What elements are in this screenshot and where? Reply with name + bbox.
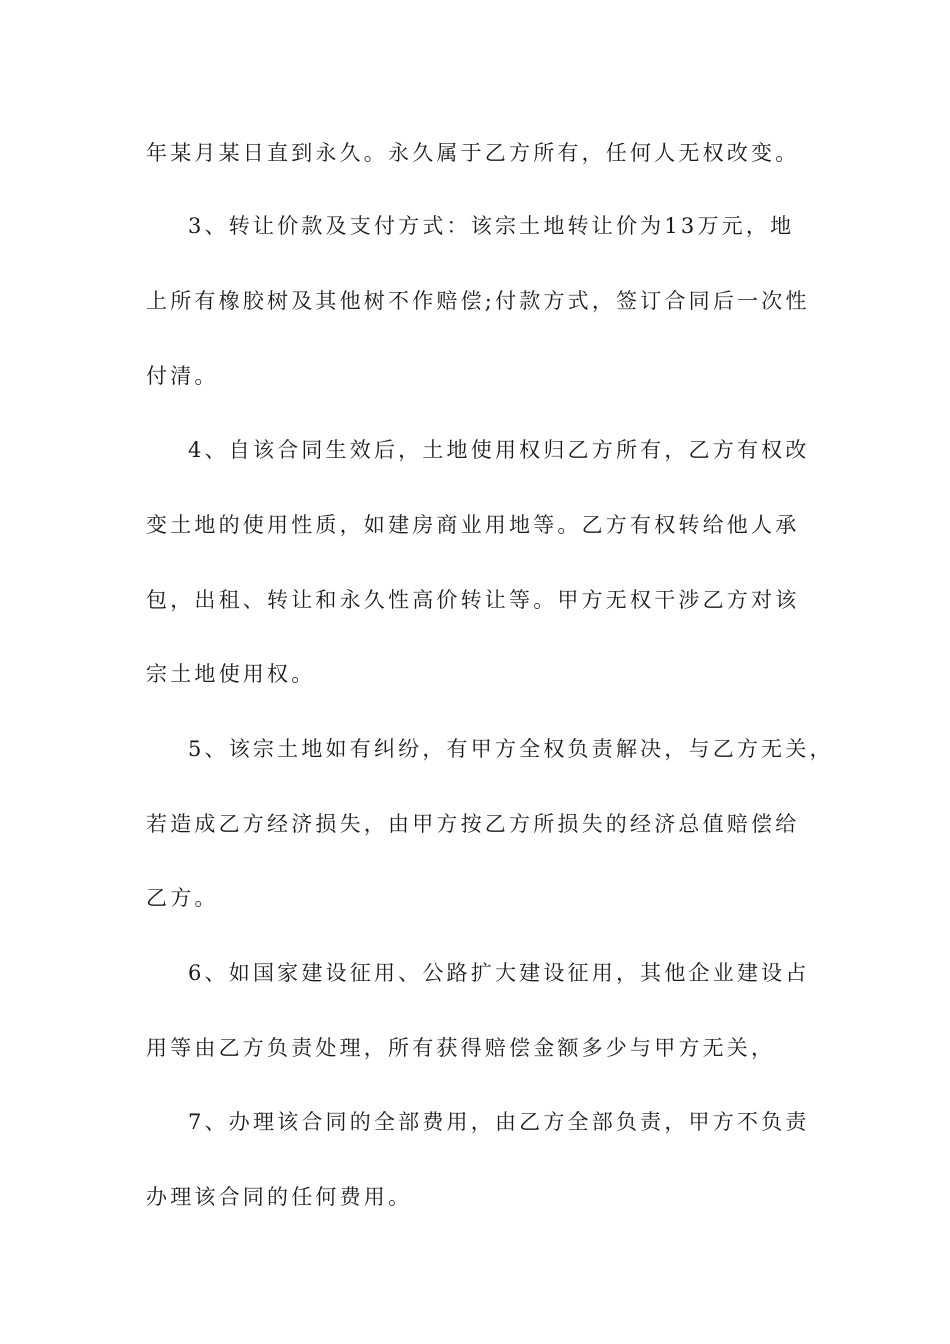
clause-5-line: 5、该宗土地如有纠纷，有甲方全权负责解决，与乙方无关，: [188, 737, 834, 761]
paragraph-line: 若造成乙方经济损失，由甲方按乙方所损失的经济总值赔偿给: [146, 812, 800, 836]
paragraph-line: 上所有橡胶树及其他树不作赔偿;付款方式，签订合同后一次性: [146, 289, 810, 313]
paragraph-line: 年某月某日直到永久。永久属于乙方所有，任何人无权改变。: [146, 141, 800, 165]
paragraph-line: 变土地的使用性质，如建房商业用地等。乙方有权转给他人承: [146, 513, 800, 537]
paragraph-line: 办理该合同的任何费用。: [146, 1185, 413, 1209]
clause-7-line: 7、办理该合同的全部费用，由乙方全部负责，甲方不负责: [188, 1110, 810, 1134]
paragraph-line: 用等由乙方负责处理，所有获得赔偿金额多少与甲方无关，: [146, 1036, 776, 1060]
clause-3-line: 3、转让价款及支付方式：该宗土地转让价为13万元，地: [188, 214, 795, 238]
paragraph-line: 付清。: [146, 364, 219, 388]
clause-6-line: 6、如国家建设征用、公路扩大建设征用，其他企业建设占: [188, 961, 810, 985]
paragraph-line: 乙方。: [146, 886, 219, 910]
paragraph-line: 宗土地使用权。: [146, 662, 316, 686]
clause-4-line: 4、自该合同生效后，土地使用权归乙方所有，乙方有权改: [188, 438, 810, 462]
paragraph-line: 包，出租、转让和永久性高价转让等。甲方无权干涉乙方对该: [146, 588, 800, 612]
